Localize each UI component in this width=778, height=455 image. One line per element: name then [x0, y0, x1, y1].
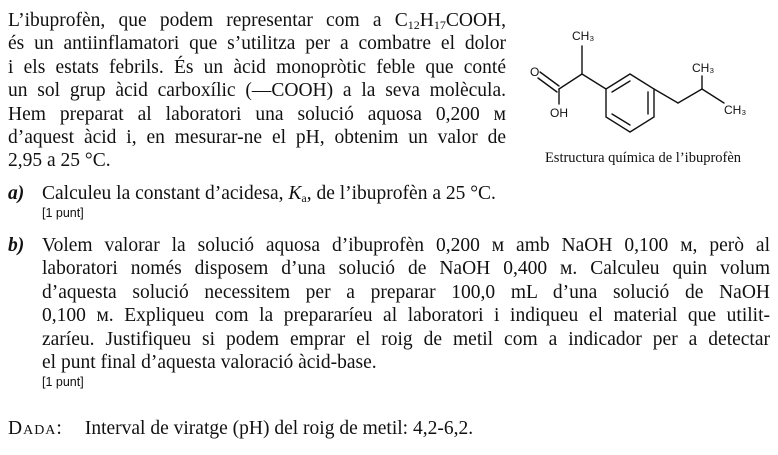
- question-b-text: [42, 234, 770, 374]
- question-a-points: [1 punt]: [42, 206, 84, 221]
- intro-line-4: un sol grup àcid carboxílic (—COOH) a la seva molècula.: [8, 80, 506, 102]
- ibuprofen-structure-diagram: [512, 14, 774, 149]
- data-note: [8, 417, 473, 440]
- hydroxyl-oh-label: OH: [550, 106, 568, 120]
- question-a-letter: a): [8, 183, 25, 204]
- question-b-line-3: d’aquesta solució necessitem per a preparar 100,0 mL d’una solució de NaOH: [42, 281, 770, 303]
- ch3-right-top-label: CH₃: [692, 61, 715, 75]
- question-b-line-2: laboratori només disposem d’una solució de NaOH 0,400 м. Calculeu quin volum: [42, 258, 770, 280]
- question-b: [8, 234, 770, 390]
- intro-paragraph: [8, 9, 506, 173]
- question-b-points: [1 punt]: [42, 375, 84, 390]
- data-text: Interval de viratge (pH) del roig de metil: 4,2-6,2.: [84, 418, 474, 439]
- figure-caption: Estructura química de l’ibuprofèn: [544, 150, 742, 166]
- intro-line-5: Hem preparat al laboratori una solució aquosa 0,200 м: [8, 103, 506, 125]
- question-b-line-4: 0,100 м. Expliqueu com la prepararíeu al laboratori i indiqueu el material que utilit-: [42, 305, 770, 327]
- ch3-right-bottom-label: CH₃: [724, 103, 747, 117]
- intro-line-3: i els estats febrils. És un àcid monopròtic feble que conté: [8, 56, 506, 78]
- question-a-text: Calculeu la constant d’acidesa, $K_a$, de l’ibuprofèn a 25 °C.: [42, 183, 496, 205]
- carbonyl-o-label: O: [530, 65, 540, 79]
- question-b-line-6: el punt final d’aquesta valoració àcid-base.: [42, 352, 377, 374]
- intro-line-1: L’ibuprofèn, que podem representar com a $C_{12}H_{17}COOH$,: [8, 10, 506, 32]
- ibuprofen-structure-figure: [512, 14, 774, 174]
- intro-line-6: d’aquest àcid i, en mesurar-ne el pH, obtenim un valor de: [8, 127, 506, 149]
- question-a: [8, 182, 770, 221]
- data-label: Dada:: [8, 418, 63, 439]
- question-b-line-1: Volem valorar la solució aquosa d’ibuprofèn 0,200 м amb NaOH 0,100 м, però al: [42, 235, 770, 256]
- intro-line-2: és un antiinflamatori que s’utilitza per a combatre el dolor: [8, 33, 506, 55]
- ch3-top-label: CH₃: [572, 29, 595, 43]
- question-b-letter: b): [8, 235, 25, 256]
- intro-line-7: 2,95 a 25 °C.: [8, 150, 111, 172]
- question-b-line-5: zaríeu. Justifiqueu si podem emprar el roig de metil com a indicador per a detectar: [42, 328, 770, 350]
